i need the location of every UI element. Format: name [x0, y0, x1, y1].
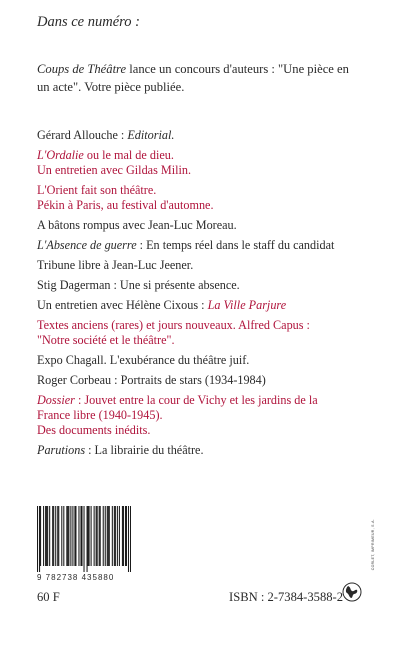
barcode-bar — [96, 506, 97, 566]
barcode-bar — [117, 506, 118, 566]
toc-text: France libre (1940-1945). — [37, 408, 163, 422]
barcode-bar — [87, 506, 88, 572]
toc-text: Dossier — [37, 393, 75, 407]
barcode-bar — [100, 506, 101, 566]
toc-text: ou le mal de dieu. — [83, 148, 174, 162]
toc-text: Tribune libre à Jean-Luc Jeener. — [37, 258, 194, 272]
barcode-digits: 9 782738 435880 — [37, 573, 115, 582]
barcode-bar — [39, 506, 40, 572]
barcode-bar — [46, 506, 47, 566]
barcode-bar — [63, 506, 64, 566]
barcode-bar — [53, 506, 54, 566]
toc-text: Expo Chagall. L'exubérance du théâtre juif. — [37, 353, 250, 367]
toc-line — [37, 258, 377, 273]
barcode-bar — [115, 506, 116, 566]
barcode-bar — [114, 506, 115, 566]
barcode-bar — [61, 506, 62, 566]
toc-text: Stig Dagerman : Une si présente absence. — [37, 278, 240, 292]
barcode-bar — [123, 506, 124, 566]
toc-line — [37, 443, 377, 458]
barcode-bar — [91, 506, 92, 566]
barcode-bar — [37, 506, 38, 572]
toc-text: Pékin à Paris, au festival d'automne. — [37, 198, 214, 212]
toc-line — [37, 318, 377, 333]
toc-entry — [37, 373, 377, 388]
toc-entry — [37, 298, 377, 313]
toc-entry — [37, 128, 377, 143]
barcode-bar — [83, 506, 84, 572]
barcode-bar — [97, 506, 98, 566]
barcode-bar — [109, 506, 110, 566]
barcode-bar — [57, 506, 58, 566]
barcode-bar — [67, 506, 68, 566]
globe-icon — [342, 582, 362, 602]
toc-text: "Notre société et le théâtre". — [37, 333, 175, 347]
barcode-bar — [70, 506, 71, 566]
barcode-bar — [94, 506, 95, 566]
toc-text: Parutions — [37, 443, 86, 457]
toc-entry — [37, 258, 377, 273]
toc-text: : En temps réel dans le staff du candidat — [136, 238, 335, 252]
barcode-bar — [103, 506, 104, 566]
toc-line — [37, 163, 377, 178]
barcode-bar — [119, 506, 120, 566]
toc-text: Gérard Allouche : — [37, 128, 128, 142]
printer-credit: CORLET, IMPRIMEUR, S.A. — [371, 519, 375, 571]
toc-text: Roger Corbeau : Portraits de stars (1934-1984) — [37, 373, 266, 387]
barcode-bar — [88, 506, 89, 566]
barcode-bar — [52, 506, 53, 566]
toc-text: L'Absence de guerre — [37, 238, 137, 252]
toc-text: Editorial. — [127, 128, 175, 142]
price: 60 F — [37, 590, 60, 604]
toc-entry — [37, 353, 377, 368]
barcode-bar — [74, 506, 75, 566]
barcode-bar — [75, 506, 76, 566]
issue-heading: Dans ce numéro : — [37, 14, 140, 30]
barcode-bar — [128, 506, 129, 572]
toc-text: Textes anciens (rares) et jours nouveaux. Alfred Capus : — [37, 318, 310, 332]
barcode-bar — [43, 506, 44, 566]
toc-text: La Ville Parjure — [207, 298, 287, 312]
barcode-bar — [55, 506, 56, 566]
toc-line — [37, 353, 377, 368]
barcode-bar — [66, 506, 67, 566]
barcode-bar — [122, 506, 123, 566]
toc-line — [37, 423, 377, 438]
isbn: ISBN : 2-7384-3588-2 — [229, 590, 344, 604]
toc-text: A bâtons rompus avec Jean-Luc Moreau. — [37, 218, 237, 232]
toc-entry — [37, 218, 377, 233]
intro-line2: un acte". Votre pièce publiée. — [37, 80, 185, 94]
barcode — [37, 506, 131, 572]
barcode-bar — [107, 506, 108, 566]
barcode-bar — [81, 506, 82, 566]
barcode-bar — [45, 506, 46, 566]
toc-text: Un entretien avec Hélène Cixous : — [37, 298, 208, 312]
toc-line — [37, 218, 377, 233]
toc-line — [37, 408, 377, 423]
barcode-bar — [58, 506, 59, 566]
barcode-bar — [130, 506, 131, 572]
toc-entry — [37, 238, 377, 253]
toc-line — [37, 238, 377, 253]
toc-line — [37, 148, 377, 163]
barcode-bar — [68, 506, 69, 566]
intro-paragraph — [37, 60, 367, 96]
toc-entry — [37, 393, 377, 438]
barcode-bar — [99, 506, 100, 566]
barcode-bar — [78, 506, 79, 566]
toc-line — [37, 198, 377, 213]
toc-line — [37, 373, 377, 388]
toc-line — [37, 298, 377, 313]
toc-entry — [37, 183, 377, 213]
toc-line — [37, 128, 377, 143]
toc-entry — [37, 318, 377, 348]
toc-text: : Jouvet entre la cour de Vichy et les jardins de la — [74, 393, 318, 407]
barcode-bar — [49, 506, 50, 566]
barcode-bar — [105, 506, 106, 566]
toc-text: L'Ordalie — [37, 148, 84, 162]
toc-text: L'Orient fait son théâtre. — [37, 183, 157, 197]
toc-text: : La librairie du théâtre. — [85, 443, 204, 457]
barcode-bar — [47, 506, 48, 566]
toc-line — [37, 278, 377, 293]
toc-text: Un entretien avec Gildas Milin. — [37, 163, 191, 177]
barcode-bar — [72, 506, 73, 566]
barcode-bar — [126, 506, 127, 566]
magazine-title: Coups de Théâtre — [37, 62, 127, 76]
intro-line1: lance un concours d'auteurs : "Une pièce en — [126, 62, 349, 76]
barcode-block — [37, 506, 131, 582]
toc-entry — [37, 148, 377, 178]
toc-line — [37, 183, 377, 198]
toc-line — [37, 393, 377, 408]
barcode-bar — [112, 506, 113, 566]
barcode-bar — [108, 506, 109, 566]
toc-entry — [37, 278, 377, 293]
toc-line — [37, 333, 377, 348]
barcode-bar — [125, 506, 126, 566]
barcode-bar — [89, 506, 90, 566]
toc-text: Des documents inédits. — [37, 423, 151, 437]
barcode-bar — [80, 506, 81, 566]
toc-entry — [37, 443, 377, 458]
barcode-bar — [40, 506, 41, 566]
table-of-contents — [37, 128, 377, 463]
